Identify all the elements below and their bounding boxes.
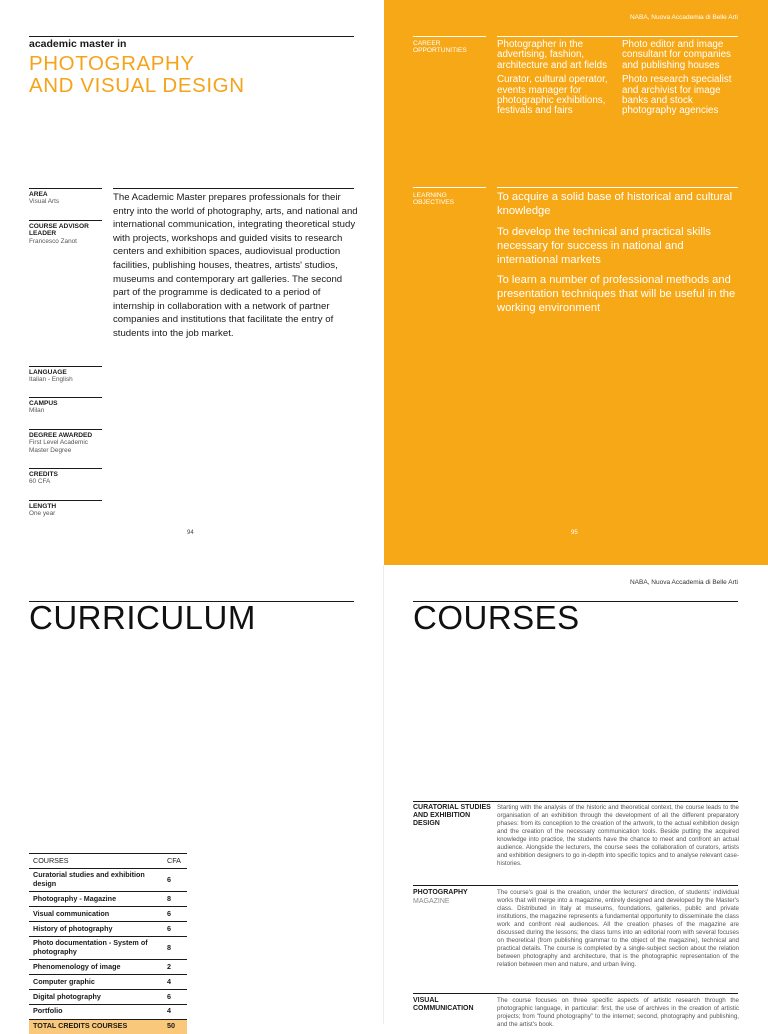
table-row [29,990,187,1005]
info-label: DEGREE AWARDED [29,432,93,439]
info-language [29,366,102,384]
course-rule [413,885,738,886]
objective-item: To develop the technical and practical skills necessary for success in national and international markets [497,225,711,266]
header-course: COURSES [33,855,69,865]
career-item: Photo editor and image consultant for companies and publishing houses [622,39,731,71]
table-row [29,922,187,937]
objective-item: To learn a number of professional methods and presentation techniques that will be useful in the working environment [497,274,736,314]
body-rule [113,188,354,189]
info-credits [29,468,102,486]
course-title: PHOTOGRAPHY [413,889,468,896]
cell-credits: 6 [167,908,171,918]
info-area [29,188,102,206]
cell-course: Photo documentation - System of photography [33,938,148,956]
course-text: The course focuses on three specific aspects of artistic research through the photographic language, in particular: first, the use of archives in the creation of artistic projects; from "found photography" to the internet; second, photography and publishing, and the artist's book. [497,997,739,1028]
cell-credits: 6 [167,923,171,933]
objectives-rule [497,187,738,188]
page-number: 95 [571,530,578,536]
course-title: CURATORIAL STUDIES AND EXHIBITION DESIGN [413,804,491,827]
objectives-list [497,190,737,322]
career-rule [413,36,486,37]
course-rule [413,801,738,802]
info-length [29,500,102,518]
career-column-1 [497,40,609,121]
info-value: Italian - English [29,376,73,384]
info-value: Visual Arts [29,198,60,206]
credits-table [29,853,187,1034]
info-value: Milan [29,407,45,415]
cell-course: Computer graphic [33,976,95,986]
page-title-line-2: AND VISUAL DESIGN [29,74,245,97]
info-degree [29,429,102,455]
cell-credits: 2 [167,961,171,971]
title-kicker: academic master in [29,38,127,50]
page-number: 94 [187,530,194,536]
info-advisor [29,220,102,245]
table-row [29,937,187,960]
course-text: The course's goal is the creation, under the lecturers' direction, of students' individual works that will merge into a magazine, entirely designed and developed by the Master's class. Distributed in Italy at museums, foundations, galleries, public and private institutions, the magazine represents a fundamental opportunity to disseminate the class work and confront real audiences. All the creation phases of the magazine are discussed during the lessons; the class turns into an editorial room with several focuses on theoretical (from publishing grammar to the object of the magazine), technical and practical details. The course is completed by a single-subject section about the relation between photography and architecture, that is the photographic representation of the relation between men and nature, and urban living. [497,889,739,968]
courses-heading: COURSES [413,599,580,636]
career-item: Photo research specialist and archivist for image banks and stock photography agencies [622,74,732,117]
cell-course: History of photography [33,923,113,933]
career-rule [497,36,738,37]
objective-item: To acquire a solid base of historical and cultural knowledge [497,191,733,217]
cell-course: Photography - Magazine [33,893,117,903]
career-label: CAREER OPPORTUNITIES [413,40,467,55]
cell-course: Portfolio [33,1006,63,1016]
course-description: The Academic Master prepares professionals for their entry into the world of photography, arts, and national and international communication, integrating theoretical study with projects, workshops and guided visits to research centers and exhibition spaces, audiovisual production facilities, publishing houses, theatres, artists' studios, museums and contemporary art galleries. The second part of the programme is dedicated to a period of internship in collaboration with a network of partner companies and institutions that facilitate the entry of students into the job market. [113,192,358,339]
table-row [29,975,187,990]
table-total-row [29,1020,187,1034]
table-row [29,892,187,907]
courses-page [384,565,768,1028]
cell-course: Curatorial studies and exhibition design [33,870,145,888]
title-rule [29,36,354,37]
table-header [29,853,187,869]
table-row [29,907,187,922]
course-rule [413,993,738,994]
overview-page [0,0,384,565]
info-value: One year [29,510,56,518]
cell-course: Visual communication [33,908,110,918]
cell-credits: 4 [167,1006,171,1016]
info-label: CAMPUS [29,400,58,407]
course-text: Starting with the analysis of the historic and theoretical context, the course leads to the organisation of an exhibition through the development of all the different preparatory phases: from its conception to the creation of the artwork, to the actual exhibition design and the creation of the necessary communication tools. Beside putting the acquired knowledge into practice, the students have the chance to meet and confront an actual audience. Alongside the lecturers, the course sees the collaboration of curators, artists and exhibition designers to go in-depth into specific topics and to analyse relevant case-histories. [497,804,739,867]
cell-course: Phenomenology of image [33,961,121,971]
total-credits: 50 [167,1021,175,1031]
cell-credits: 6 [167,991,171,1001]
total-label: TOTAL CREDITS COURSES [33,1021,128,1031]
running-header: NABA, Nuova Accademia di Belle Arti [629,579,738,586]
info-label: AREA [29,191,48,198]
cell-course: Digital photography [33,991,101,1001]
career-column-2 [622,40,734,121]
outcomes-page [384,0,768,565]
cell-credits: 4 [167,976,171,986]
info-label: CREDITS [29,471,58,478]
info-value: First Level Academic Master Degree [29,439,88,454]
objectives-label: LEARNING OBJECTIVES [413,192,455,207]
career-item: Photographer in the advertising, fashion, architecture and art fields [497,39,607,71]
curriculum-page [0,565,384,1031]
objectives-rule [413,187,486,188]
info-label: LENGTH [29,503,57,510]
info-value: Francesco Zanot [29,237,77,245]
info-label: LANGUAGE [29,369,67,376]
info-label: COURSE ADVISOR LEADER [29,223,89,238]
page-title [29,53,245,97]
cell-credits: 8 [167,893,171,903]
career-item: Curator, cultural operator, events manager for photographic exhibitions, festivals and fairs [497,74,608,117]
course-title: VISUAL COMMUNICATION [413,997,474,1012]
table-row [29,960,187,975]
cell-credits: 6 [167,874,171,884]
course-subtitle: MAGAZINE [413,898,450,905]
info-campus [29,397,102,415]
table-row [29,869,187,892]
info-value: 60 CFA [29,478,51,486]
running-header: NABA, Nuova Accademia di Belle Arti [629,14,738,21]
cell-credits: 8 [167,942,171,952]
header-credits: CFA [167,855,181,865]
page-title-line-1: PHOTOGRAPHY [29,52,195,75]
table-row [29,1005,187,1020]
curriculum-heading: CURRICULUM [29,599,256,636]
